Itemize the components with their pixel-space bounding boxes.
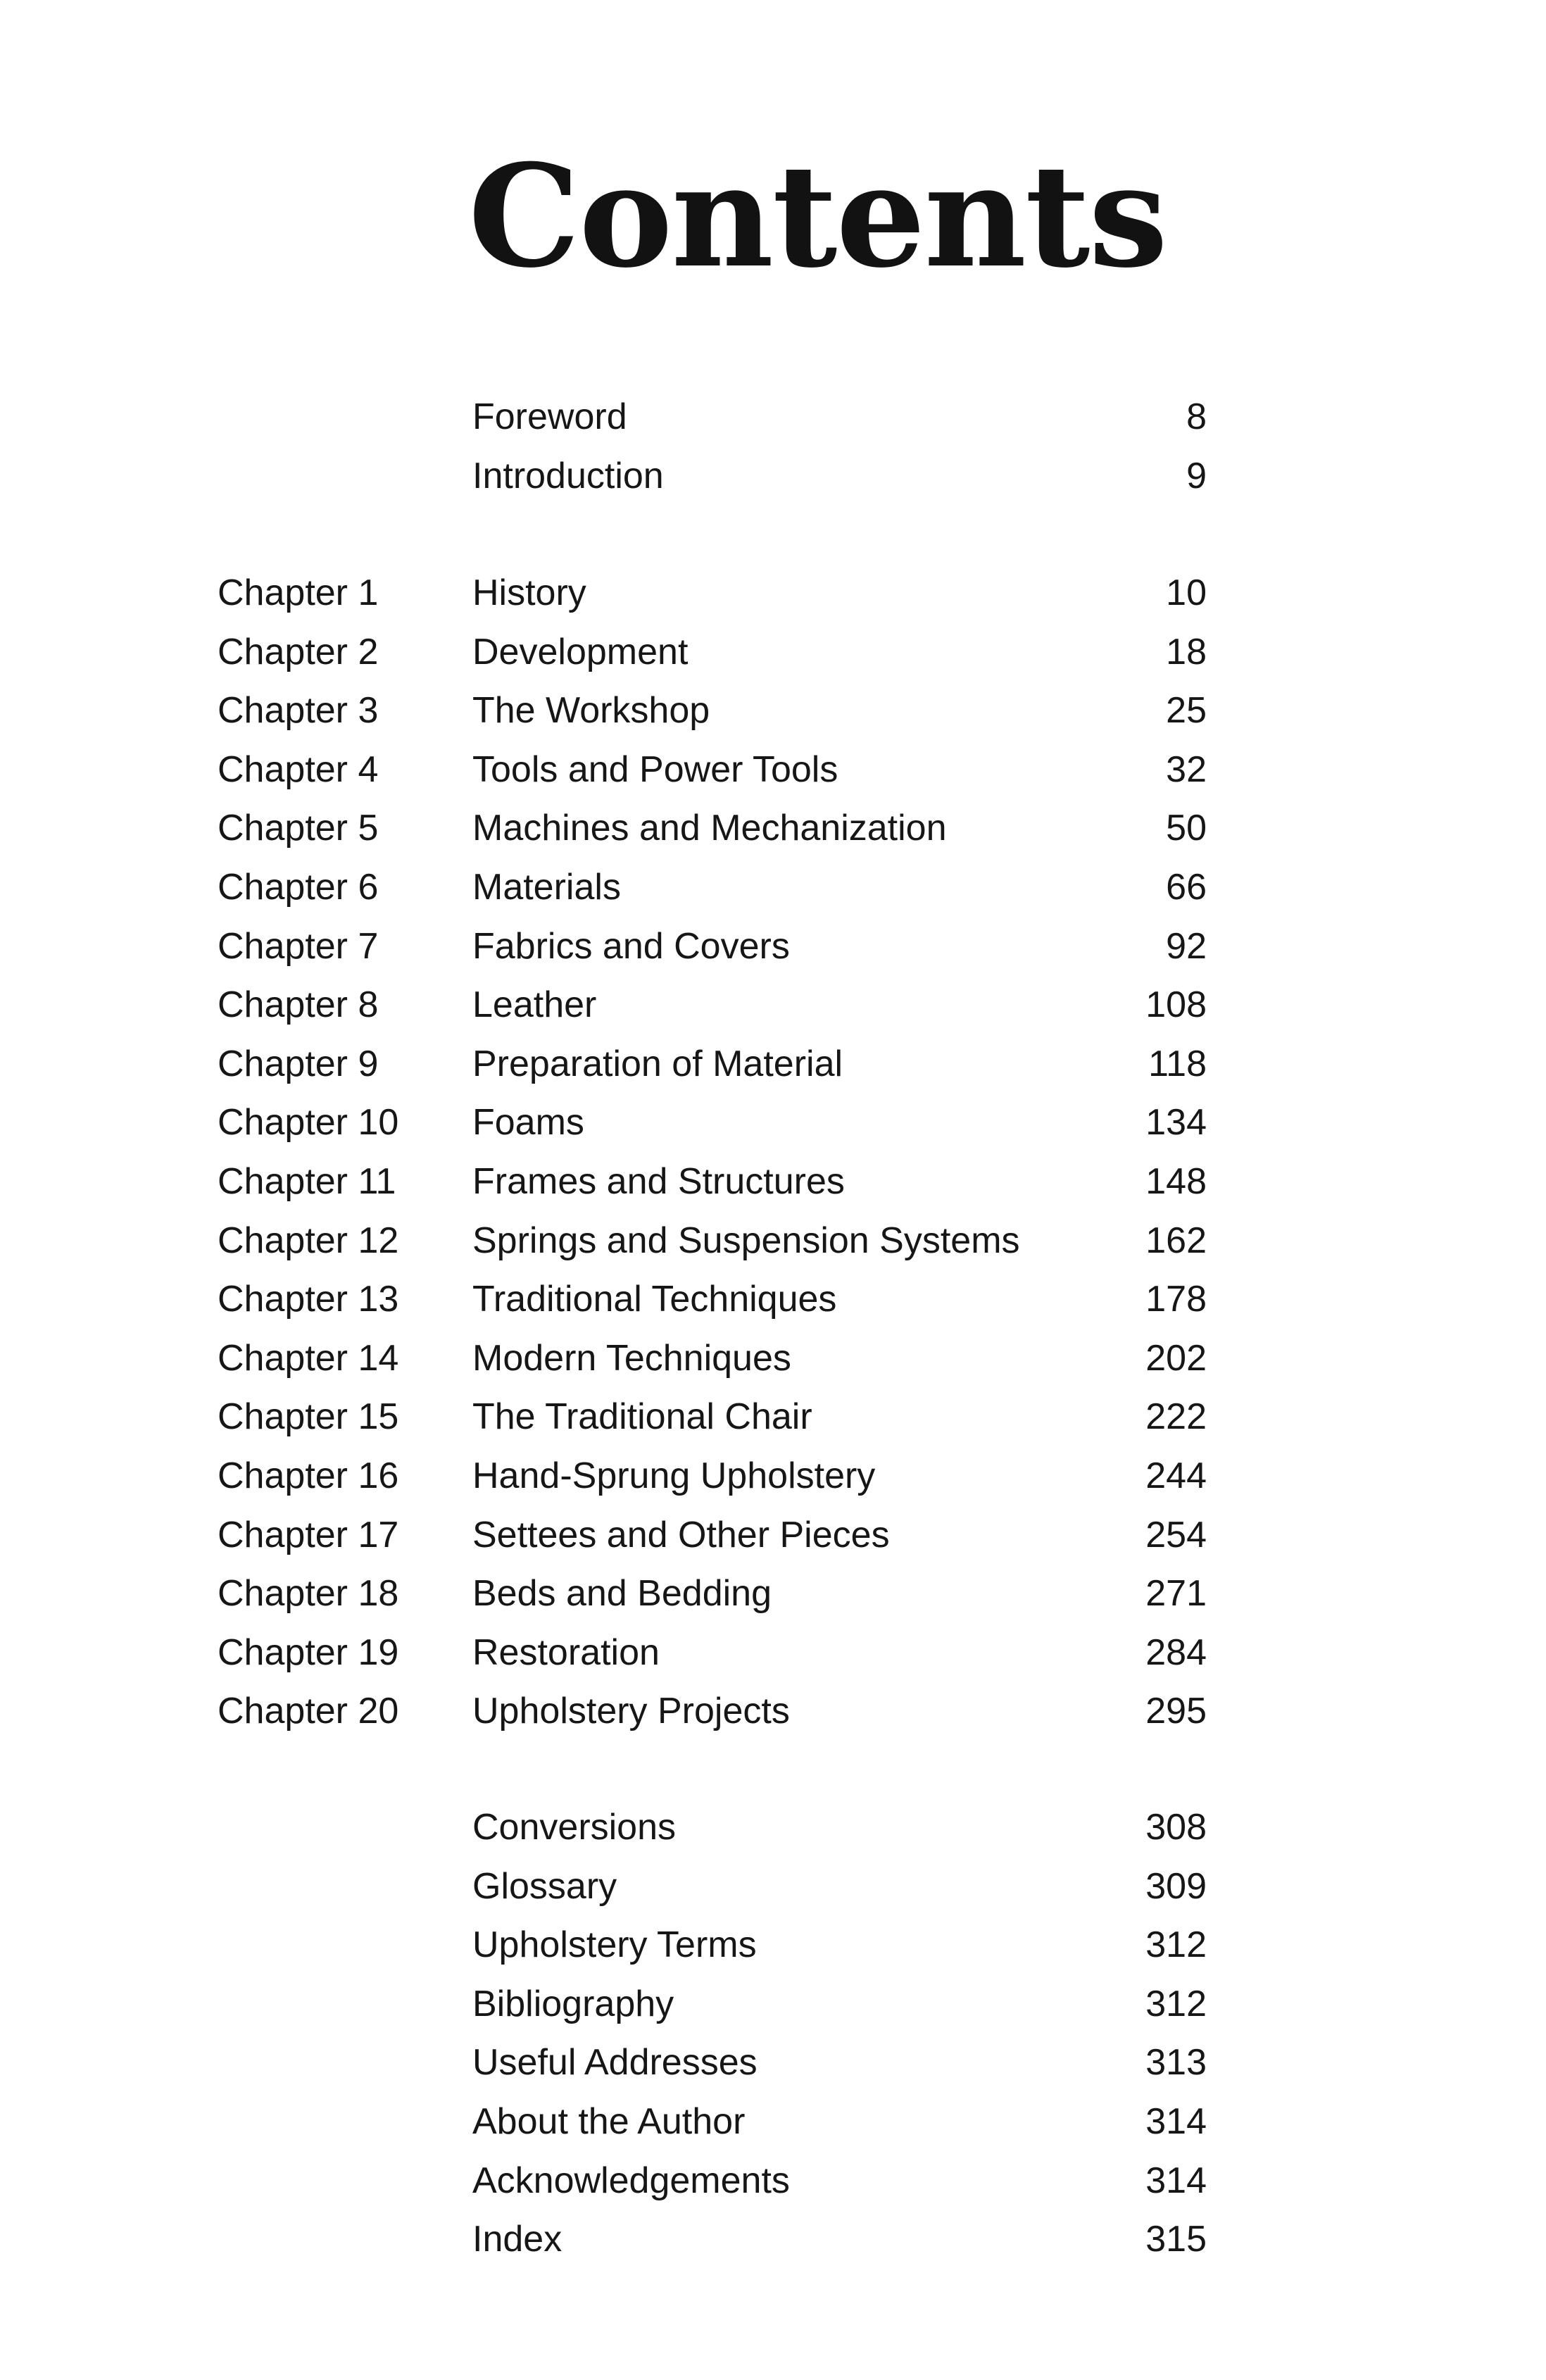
page-number: 9: [1186, 455, 1207, 496]
page-number: 308: [1145, 1807, 1207, 1848]
chapter-label: Chapter 13: [218, 1279, 399, 1320]
chapter-entry: [0, 1565, 1546, 1624]
entry-title: Traditional Techniques: [472, 1279, 837, 1320]
toc-entry: [0, 447, 1546, 506]
entry-title: Settees and Other Pieces: [472, 1514, 890, 1555]
chapter-entry: [0, 564, 1546, 623]
chapter-entry: [0, 1094, 1546, 1153]
entry-title: History: [472, 572, 586, 613]
entry-title: Introduction: [472, 455, 664, 496]
page-number: 313: [1145, 2042, 1207, 2084]
chapter-label: Chapter 18: [218, 1573, 399, 1615]
page-number: 314: [1145, 2100, 1207, 2142]
chapter-label: Chapter 19: [218, 1631, 399, 1673]
toc-entry: [0, 2210, 1546, 2269]
page-number: 271: [1145, 1573, 1207, 1615]
chapter-label: Chapter 8: [218, 984, 379, 1026]
entry-title: Foreword: [472, 396, 627, 437]
entry-title: Index: [472, 2219, 563, 2260]
entry-title: Upholstery Terms: [472, 1924, 757, 1966]
toc-entry: [0, 2093, 1546, 2152]
toc-entry: [0, 1798, 1546, 1858]
chapter-entry: [0, 976, 1546, 1035]
entry-title: Materials: [472, 866, 621, 908]
chapter-list: [0, 564, 1546, 1741]
entry-title: Frames and Structures: [472, 1160, 845, 1202]
entry-title: Foams: [472, 1102, 584, 1144]
page-title: Contents: [468, 134, 1167, 299]
chapter-entry: [0, 1624, 1546, 1683]
entry-title: Useful Addresses: [472, 2042, 758, 2084]
chapter-label: Chapter 4: [218, 749, 379, 790]
chapter-label: Chapter 7: [218, 925, 379, 967]
entry-title: Tools and Power Tools: [472, 749, 838, 790]
page-number: 315: [1145, 2219, 1207, 2260]
chapter-entry: [0, 858, 1546, 917]
chapter-entry: [0, 917, 1546, 977]
chapter-label: Chapter 12: [218, 1220, 399, 1261]
page-number: 202: [1145, 1337, 1207, 1379]
entry-title: Glossary: [472, 1865, 617, 1907]
page-number: 50: [1166, 808, 1207, 849]
entry-title: Upholstery Projects: [472, 1691, 790, 1732]
entry-title: Modern Techniques: [472, 1337, 791, 1379]
page-number: 162: [1145, 1220, 1207, 1261]
chapter-entry: [0, 1388, 1546, 1447]
page-number: 244: [1145, 1455, 1207, 1496]
page-number: 222: [1145, 1396, 1207, 1438]
entry-title: Conversions: [472, 1807, 677, 1848]
entry-title: Springs and Suspension Systems: [472, 1220, 1020, 1261]
chapter-label: Chapter 2: [218, 631, 379, 672]
front-matter-list: [0, 388, 1546, 506]
entry-title: Hand-Sprung Upholstery: [472, 1455, 876, 1496]
entry-title: Beds and Bedding: [472, 1573, 772, 1615]
chapter-entry: [0, 1447, 1546, 1506]
chapter-label: Chapter 9: [218, 1043, 379, 1084]
page-number: 312: [1145, 1983, 1207, 2024]
chapter-label: Chapter 15: [218, 1396, 399, 1438]
page-number: 32: [1166, 749, 1207, 790]
chapter-label: Chapter 20: [218, 1691, 399, 1732]
entry-title: Fabrics and Covers: [472, 925, 790, 967]
page-number: 284: [1145, 1631, 1207, 1673]
page-number: 295: [1145, 1691, 1207, 1732]
page-number: 108: [1145, 984, 1207, 1026]
entry-title: Preparation of Material: [472, 1043, 843, 1084]
chapter-label: Chapter 16: [218, 1455, 399, 1496]
chapter-entry: [0, 1212, 1546, 1271]
toc-entry: [0, 2034, 1546, 2093]
page-number: 254: [1145, 1514, 1207, 1555]
entry-title: About the Author: [472, 2100, 746, 2142]
chapter-label: Chapter 14: [218, 1337, 399, 1379]
page-number: 148: [1145, 1160, 1207, 1202]
page-number: 18: [1166, 631, 1207, 672]
chapter-entry: [0, 1506, 1546, 1565]
chapter-label: Chapter 6: [218, 866, 379, 908]
chapter-entry: [0, 799, 1546, 858]
page-number: 8: [1186, 396, 1207, 437]
chapter-entry: [0, 1270, 1546, 1329]
entry-title: Development: [472, 631, 689, 672]
chapter-label: Chapter 1: [218, 572, 379, 613]
page-number: 118: [1148, 1043, 1207, 1084]
page-number: 10: [1166, 572, 1207, 613]
chapter-entry: [0, 1153, 1546, 1212]
chapter-entry: [0, 682, 1546, 741]
chapter-entry: [0, 1035, 1546, 1094]
toc-entry: [0, 1916, 1546, 1975]
entry-title: Bibliography: [472, 1983, 674, 2024]
chapter-label: Chapter 11: [218, 1160, 396, 1202]
chapter-label: Chapter 10: [218, 1102, 399, 1144]
page-number: 314: [1145, 2160, 1207, 2201]
back-matter-list: [0, 1798, 1546, 2269]
entry-title: The Workshop: [472, 690, 710, 732]
toc-entry: [0, 1858, 1546, 1917]
entry-title: Machines and Mechanization: [472, 808, 947, 849]
page-number: 134: [1145, 1102, 1207, 1144]
chapter-label: Chapter 17: [218, 1514, 399, 1555]
toc-entry: [0, 1975, 1546, 2034]
entry-title: Acknowledgements: [472, 2160, 790, 2201]
entry-title: Leather: [472, 984, 597, 1026]
page-number: 309: [1145, 1865, 1207, 1907]
chapter-entry: [0, 1682, 1546, 1741]
page-number: 312: [1145, 1924, 1207, 1966]
chapter-entry: [0, 741, 1546, 800]
chapter-entry: [0, 1329, 1546, 1389]
page-number: 25: [1166, 690, 1207, 732]
entry-title: The Traditional Chair: [472, 1396, 812, 1438]
chapter-label: Chapter 3: [218, 690, 379, 732]
toc-entry: [0, 388, 1546, 447]
chapter-entry: [0, 623, 1546, 682]
page-number: 92: [1166, 925, 1207, 967]
page-number: 66: [1166, 866, 1207, 908]
chapter-label: Chapter 5: [218, 808, 379, 849]
page-number: 178: [1145, 1279, 1207, 1320]
toc-entry: [0, 2152, 1546, 2211]
entry-title: Restoration: [472, 1631, 660, 1673]
